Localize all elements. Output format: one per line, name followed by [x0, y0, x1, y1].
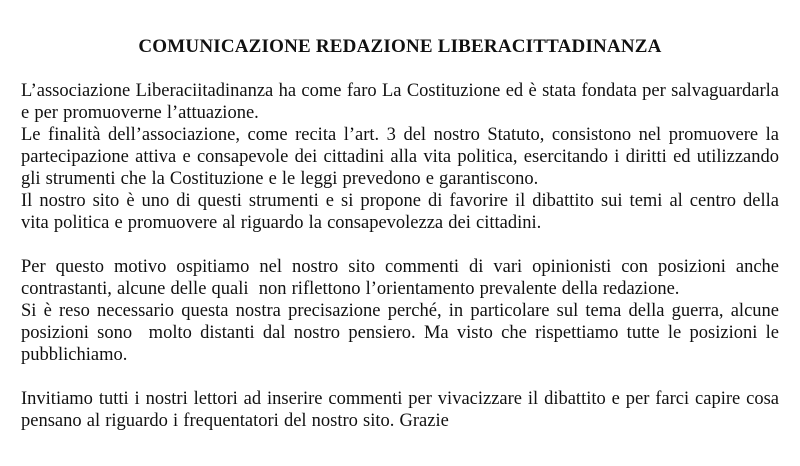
paragraph-invitation-comments: Invitiamo tutti i nostri lettori ad inserire commenti per vivacizzare il dibattito e per farci capire cosa pensano al riguardo i frequentatori del nostro sito. Grazie — [21, 389, 785, 431]
paragraph-association-mission: L’associazione Liberaciitadinanza ha come faro La Costituzione ed è stata fondata per salvaguardarla e per promuoverne l’attuazione. — [21, 81, 785, 123]
document-title: COMUNICAZIONE REDAZIONE LIBERACITTADINANZA — [138, 36, 662, 57]
paragraph-opinions-hosted: Per questo motivo ospitiamo nel nostro sito commenti di vari opinionisti con posizioni anche contrastanti, alcune delle quali non riflettono l’orientamento prevalente della redazione. — [21, 257, 785, 299]
paragraph-clarification-war: Si è reso necessario questa nostra precisazione perché, in particolare sul tema della guerra, alcune posizioni sono molto distanti dal nostro pensiero. Ma visto che rispettiamo tutte le posizioni le pubblichiamo. — [21, 301, 785, 365]
paragraph-statute-goals: Le finalità dell’associazione, come recita l’art. 3 del nostro Statuto, consistono nel promuovere la partecipazione attiva e consapevole dei cittadini alla vita politica, esercitando i diritti ed utilizzando gli strumenti che la Costituzione e le leggi prevedono e garantiscono. — [21, 125, 785, 189]
paragraph-site-purpose: Il nostro sito è uno di questi strumenti e si propone di favorire il dibattito sui temi al centro della vita politica e promuovere al riguardo la consapevolezza dei cittadini. — [21, 191, 790, 233]
